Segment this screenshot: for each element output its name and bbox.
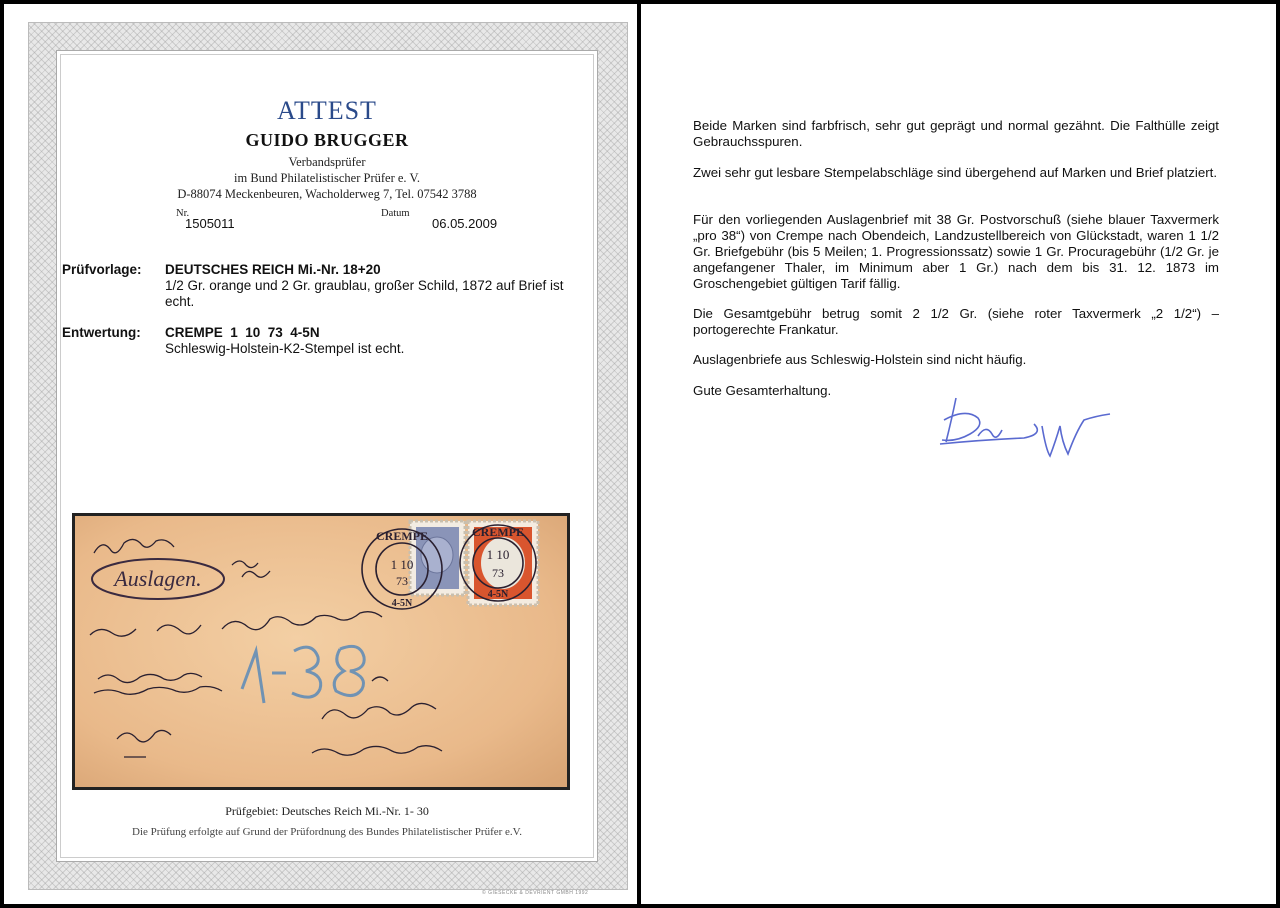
report-paragraph: Gute Gesamterhaltung. [693, 383, 832, 398]
footer-legal: Die Prüfung erfolgte auf Grund der Prüfordnung des Bundes Philatelistischer Prüfer e.V. [132, 826, 522, 838]
entwertung-block [165, 325, 587, 357]
report-paragraph: Beide Marken sind farbfrisch, sehr gut geprägt und normal gezähnt. Die Falthülle zeigt Gebrauchsspuren. [693, 118, 1219, 149]
report-paragraph: Für den vorliegenden Auslagenbrief mit 38 Gr. Postvorschuß (siehe blauer Taxvermerk „pro 38“) von Crempe nach Obendeich, Landzustellbereich von Glückstadt, waren 1 1/2 Gr. Briefgebühr (bis 5 Meilen; 1. Progressionssatz) sowie 1 Gr. Procuragebühr (1/2 Gr. je angefangener Thaler, im Minimum aber 1 Gr.) nach dem bis 31. 12. 1873 im Groschengebiet gültigen Tarif fällig. [693, 212, 1219, 291]
postmark-year-1: 73 [396, 574, 408, 588]
postmark-day-1: 1 10 [390, 557, 414, 572]
report-paragraph: Auslagenbriefe aus Schleswig-Holstein sind nicht häufig. [693, 352, 1027, 367]
examiner-address: D-88074 Meckenbeuren, Wacholderweg 7, Tel. 07542 3788 [177, 187, 477, 201]
date-label: Datum [381, 208, 410, 219]
nr-label: Nr. [176, 208, 190, 219]
postmark-time-2: 4-5N [487, 589, 509, 600]
entwertung-text: Schleswig-Holstein-K2-Stempel ist echt. [165, 341, 405, 356]
postmark-town-2: CREMPE [472, 525, 524, 539]
pruefvorlage-block [165, 262, 587, 310]
attest-title: ATTEST [277, 96, 377, 125]
pruefvorlage-title: DEUTSCHES REICH Mi.-Nr. 18+20 [165, 262, 381, 277]
date-value: 06.05.2009 [432, 216, 498, 231]
cover-photo [72, 513, 570, 790]
postmark-day-2: 1 10 [486, 547, 510, 562]
security-printer-imprint: © GIESECKE & DEVRIENT GMBH 1992 [482, 890, 589, 896]
pruefvorlage-label: Prüfvorlage: [62, 262, 142, 277]
auslagen-text: Auslagen. [114, 566, 202, 591]
report-paragraph: Die Gesamtgebühr betrug somit 2 1/2 Gr. (siehe roter Taxvermerk „2 1/2“) – portogerechte Frankatur. [693, 306, 1219, 337]
postmark-year-2: 73 [492, 566, 504, 580]
postmark-town-1: CREMPE [376, 529, 428, 543]
examiner-name: GUIDO BRUGGER [245, 130, 409, 150]
examiner-association: im Bund Philatelistischer Prüfer e. V. [234, 171, 420, 185]
entwertung-label: Entwertung: [62, 325, 141, 340]
nr-value: 1505011 [185, 216, 235, 231]
cover-illustration [72, 513, 570, 790]
entwertung-title: CREMPE 1 10 73 4-5N [165, 325, 320, 340]
pruefvorlage-text: 1/2 Gr. orange und 2 Gr. graublau, großer Schild, 1872 auf Brief ist echt. [165, 278, 564, 309]
postmark-time-1: 4-5N [391, 598, 413, 609]
footer-scope: Prüfgebiet: Deutsches Reich Mi.-Nr. 1- 30 [225, 804, 429, 818]
report-paragraph: Zwei sehr gut lesbare Stempelabschläge sind übergehend auf Marken und Brief platziert. [693, 165, 1218, 180]
examiner-role: Verbandsprüfer [288, 155, 366, 169]
examiner-signature [930, 390, 1120, 460]
